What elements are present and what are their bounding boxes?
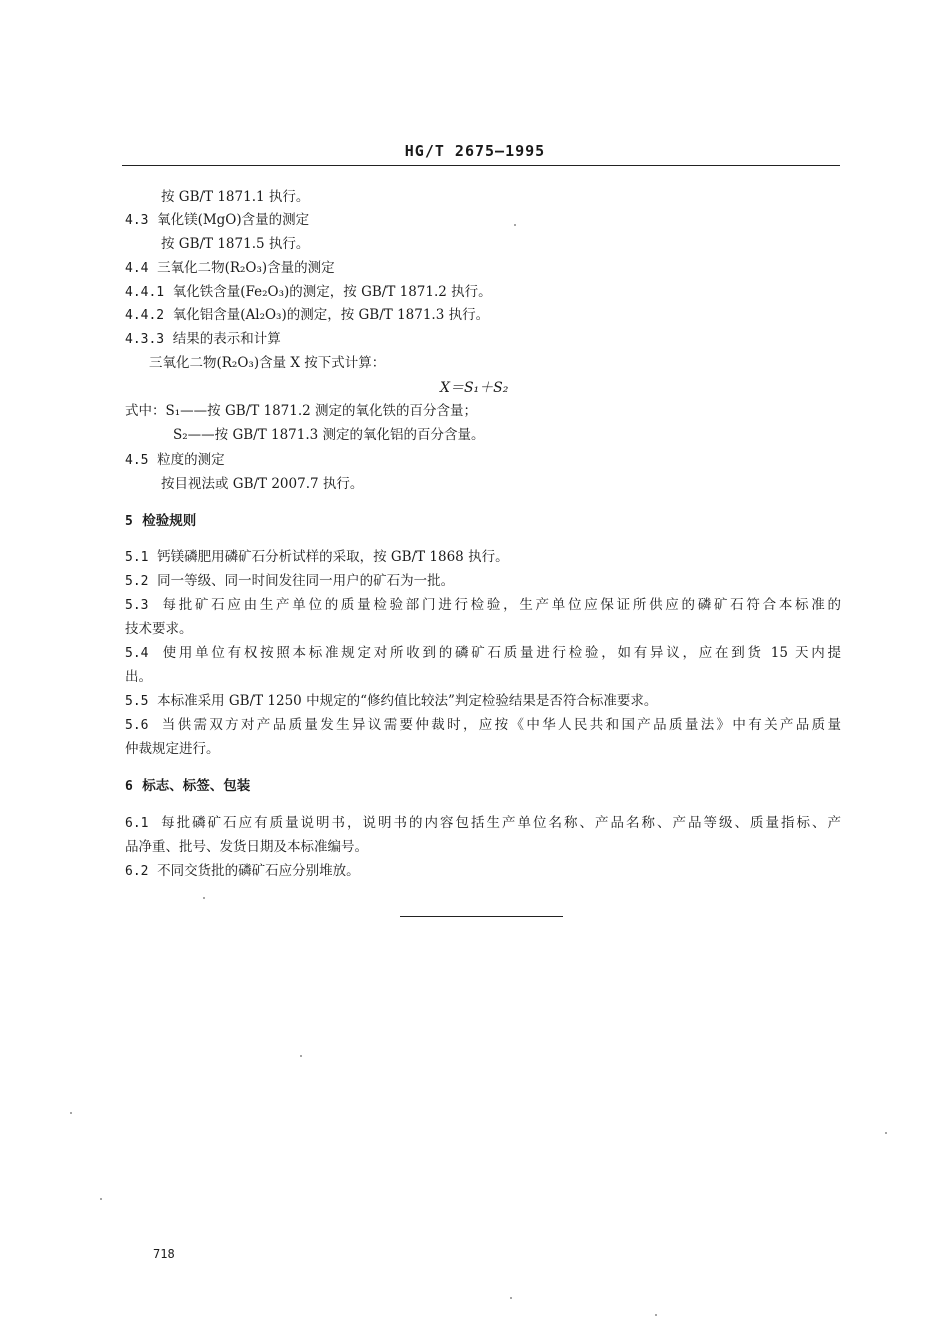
section-heading-6: 6 标志、标签、包装 <box>125 778 251 794</box>
text-line: 按 GB/T 1871.1 执行。 <box>161 189 310 205</box>
clause-5-1: 5.1 钙镁磷肥用磷矿石分析试样的采取，按 GB/T 1868 执行。 <box>125 549 509 565</box>
clause-5-6-cont: 仲裁规定进行。 <box>125 741 220 757</box>
clause-5-3: 5.3 每批矿石应由生产单位的质量检验部门进行检验，生产单位应保证所供应的磷矿石符合本标准的 <box>125 597 841 613</box>
scan-speck <box>203 897 205 899</box>
scan-speck <box>655 1314 657 1316</box>
scan-speck <box>300 1055 302 1057</box>
clause-4-4-1: 4.4.1 氧化铁含量(Fe₂O₃)的测定，按 GB/T 1871.2 执行。 <box>125 284 492 300</box>
scan-speck <box>514 224 516 226</box>
formula-legend-s1: 式中：S₁——按 GB/T 1871.2 测定的氧化铁的百分含量； <box>125 403 478 419</box>
scan-speck <box>100 1198 102 1200</box>
clause-6-2: 6.2 不同交货批的磷矿石应分别堆放。 <box>125 863 360 879</box>
clause-4-4: 4.4 三氧化二物(R₂O₃)含量的测定 <box>125 260 335 276</box>
scan-speck <box>510 1297 512 1299</box>
text-line: 按目视法或 GB/T 2007.7 执行。 <box>161 476 364 492</box>
text-line: 三氧化二物(R₂O₃)含量 X 按下式计算： <box>149 355 386 371</box>
formula: X＝S₁＋S₂ <box>440 380 509 396</box>
clause-4-4-2: 4.4.2 氧化铝含量(Al₂O₃)的测定，按 GB/T 1871.3 执行。 <box>125 307 490 323</box>
end-of-document-rule <box>400 916 563 917</box>
clause-5-3-cont: 技术要求。 <box>125 621 193 637</box>
text-line: 按 GB/T 1871.5 执行。 <box>161 236 310 252</box>
clause-5-2: 5.2 同一等级、同一时间发往同一用户的矿石为一批。 <box>125 573 455 589</box>
clause-5-4-cont: 出。 <box>125 669 152 685</box>
clause-4-3: 4.3 氧化镁(MgO)含量的测定 <box>125 212 310 228</box>
clause-6-1: 6.1 每批磷矿石应有质量说明书，说明书的内容包括生产单位名称、产品名称、产品等级、质量指标、产 <box>125 815 842 831</box>
clause-5-5: 5.5 本标准采用 GB/T 1250 中规定的“修约值比较法”判定检验结果是否符合标准要求。 <box>125 693 658 709</box>
formula-legend-s2: S₂——按 GB/T 1871.3 测定的氧化铝的百分含量。 <box>173 427 485 443</box>
header-rule <box>122 165 840 166</box>
section-heading-5: 5 检验规则 <box>125 513 197 529</box>
clause-4-3-3: 4.3.3 结果的表示和计算 <box>125 331 281 347</box>
page-number: 718 <box>153 1247 175 1261</box>
clause-6-1-cont: 品净重、批号、发货日期及本标准编号。 <box>125 839 368 855</box>
clause-4-5: 4.5 粒度的测定 <box>125 452 225 468</box>
clause-5-4: 5.4 使用单位有权按照本标准规定对所收到的磷矿石质量进行检验，如有异议，应在到货 15 天内提 <box>125 645 841 661</box>
standard-number: HG/T 2675—1995 <box>404 142 546 160</box>
clause-5-6: 5.6 当供需双方对产品质量发生异议需要仲裁时，应按《中华人民共和国产品质量法》中有关产品质量 <box>125 717 842 733</box>
scan-speck <box>885 1132 887 1134</box>
scan-speck <box>70 1112 72 1114</box>
